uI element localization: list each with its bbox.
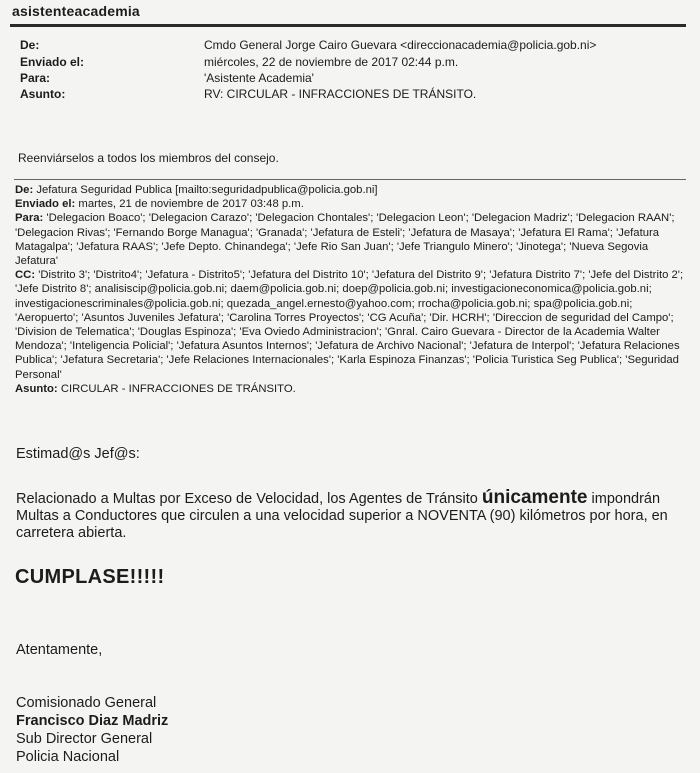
body-before: Relacionado a Multas por Exceso de Velocidad, los Agentes de Tránsito <box>16 491 482 507</box>
forwarded-cc-label: CC: <box>15 269 36 282</box>
sent-label: Enviado el: <box>20 55 85 69</box>
from-value: Cmdo General Jorge Cairo Guevara <direccionacademia@policia.gob.ni> <box>204 38 597 52</box>
forwarded-from-row <box>15 183 690 197</box>
body-emphasis: únicamente <box>481 487 588 508</box>
greeting: Estimad@s Jef@s: <box>16 446 140 462</box>
forwarded-from-label: De: <box>15 184 34 196</box>
forwarded-to-value: 'Delegacion Boaco'; 'Delegacion Carazo'; 'Delegacion Chontales'; 'Delegacion Leon'; 'Delegacion Madriz'; 'Delegacion RAAN'; 'Delegacion Rivas'; 'Fernando Borge Managua'; 'Granada'; 'Jefatura de Esteli'; 'Jefatura de Masaya'; 'Jefatura El Rama'; 'Jefatura Matagalpa'; 'Jefatura RAAS'; 'Jefe Depto. Chinandega'; 'Jefe Rio San Juan'; 'Jefe Triangulo Minero'; 'Jinotega'; 'Nueva Segovia Jefatura' <box>15 212 675 268</box>
forwarded-header <box>15 183 690 396</box>
signature-institution: Policia Nacional <box>16 749 120 765</box>
forwarded-from-value: Jefatura Seguridad Publica [mailto:seguridadpublica@policia.gob.ni] <box>36 184 378 196</box>
to-label: Para: <box>20 71 51 85</box>
account-name: asistenteacademia <box>12 3 140 19</box>
forwarded-sent-row <box>15 197 690 211</box>
forwarded-subject-label: Asunto: <box>15 382 58 395</box>
forwarded-to-label: Para: <box>15 212 44 225</box>
forwarded-cc-row <box>15 268 690 382</box>
forwarded-sent-value: martes, 21 de noviembre de 2017 03:48 p.m. <box>78 198 304 211</box>
signature-title: Sub Director General <box>16 731 153 747</box>
to-value: 'Asistente Academia' <box>204 71 314 85</box>
subject-value: RV: CIRCULAR - INFRACCIONES DE TRÁNSITO. <box>204 87 477 101</box>
subject-label: Asunto: <box>20 87 66 101</box>
forwarded-sent-label: Enviado el: <box>15 198 76 211</box>
body-after: impondrán Multas a Conductores que circulen a una velocidad superior a NOVENTA (90) kilómetros por hora, en carretera abierta. <box>16 491 668 541</box>
forward-divider <box>14 179 686 180</box>
signature-rank: Comisionado General <box>16 695 157 711</box>
forwarded-cc-value: 'Distrito 3'; 'Distrito4'; 'Jefatura - Distrito5'; 'Jefatura del Distrito 10'; 'Jefatura del Distrito 9'; 'Jefatura Distrito 7'; 'Jefe del Distrito 2'; 'Jefe Distrito 8'; analisiscip@policia.gob.ni; daem@policia.gob.ni; doep@policia.gob.ni; investigacioneconomica@policia.gob.ni; investigacionescriminales@policia.gob.ni; quezada_angel.ernesto@yahoo.com; rrocha@policia.gob.ni; spa@policia.gob.ni; 'Aeropuerto'; 'Asuntos Juveniles Jefatura'; 'Carolina Torres Proyectos'; 'CG Acuña'; 'Dir. HCRH'; 'Direccion de seguridad del Campo'; 'Division de Telematica'; 'Douglas Espinoza'; 'Eva Oviedo Administracion'; 'Gnral. Cairo Guevara - Director de la Academia Walter Mendoza'; 'Inteligencia Policial'; 'Jefatura Asuntos Internos'; 'Jefatura de Archivo Nacional'; 'Jefatura de Interpol'; 'Jefatura Relaciones Publica'; 'Jefatura Secretaria'; 'Jefe Relaciones Internacionales'; 'Karla Espinoza Finanzas'; 'Policia Turistica Seg Publica'; 'Seguridad Personal' <box>15 269 684 381</box>
cumplase-heading: CUMPLASE!!!!! <box>15 566 165 588</box>
forwarded-subject-row <box>15 382 690 396</box>
forward-note: Reenviárselos a todos los miembros del consejo. <box>18 151 279 165</box>
forwarded-subject-value: CIRCULAR - INFRACCIONES DE TRÁNSITO. <box>60 382 296 395</box>
forwarded-to-row <box>15 211 690 268</box>
signature-name: Francisco Diaz Madriz <box>16 713 169 729</box>
sent-value: miércoles, 22 de noviembre de 2017 02:44 p.m. <box>204 55 459 69</box>
header-divider <box>10 24 686 27</box>
from-label: De: <box>20 38 40 52</box>
closing: Atentamente, <box>16 642 103 658</box>
signature-block <box>16 694 168 766</box>
message-body <box>16 489 692 542</box>
